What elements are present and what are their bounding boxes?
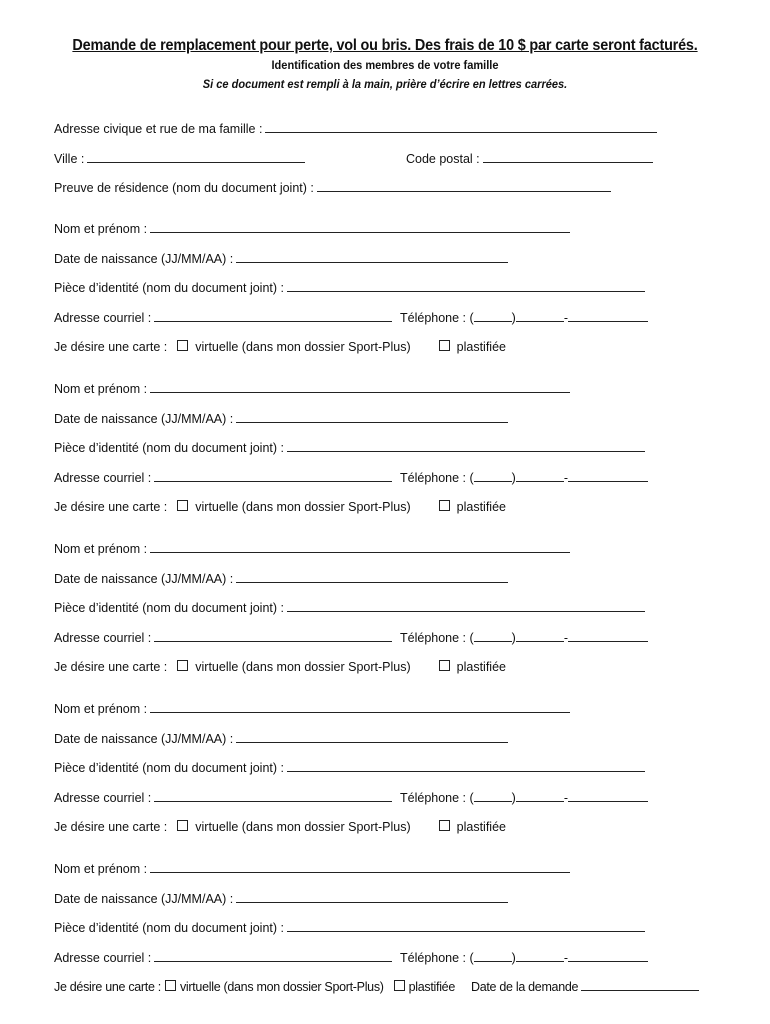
virtual-card-option: virtuelle (dans mon dossier Sport-Plus) xyxy=(195,340,411,354)
member-dob-field[interactable] xyxy=(236,741,508,743)
phone-prefix-field[interactable] xyxy=(516,800,564,802)
phone-dash: - xyxy=(563,471,569,485)
laminated-card-checkbox[interactable] xyxy=(439,500,450,511)
member-dob-row xyxy=(54,888,730,906)
member-dob-row xyxy=(54,408,730,426)
member-card-label: Je désire une carte : xyxy=(54,340,168,354)
member-phone-row xyxy=(400,627,730,645)
member-dob-label: Date de naissance (JJ/MM/AA) : xyxy=(54,412,234,426)
family-address-label: Adresse civique et rue de ma famille : xyxy=(54,122,263,136)
city-label: Ville : xyxy=(54,152,85,166)
postal-field[interactable] xyxy=(483,161,653,163)
member-name-label: Nom et prénom : xyxy=(54,222,148,236)
family-address-row xyxy=(54,118,730,136)
member-email-label: Adresse courriel : xyxy=(54,631,152,645)
member-email-field[interactable] xyxy=(154,800,392,802)
phone-prefix-field[interactable] xyxy=(516,640,564,642)
member-name-field[interactable] xyxy=(150,231,570,233)
member-card-row xyxy=(54,656,730,674)
phone-number-field[interactable] xyxy=(568,800,648,802)
member-card-row xyxy=(54,976,730,994)
member-name-field[interactable] xyxy=(150,871,570,873)
laminated-card-checkbox[interactable] xyxy=(439,820,450,831)
member-id-label: Pièce d’identité (nom du document joint) : xyxy=(54,441,284,455)
member-phone-row xyxy=(400,467,730,485)
member-email-label: Adresse courriel : xyxy=(54,471,152,485)
proof-label: Preuve de résidence (nom du document joint) : xyxy=(54,181,314,195)
member-id-row xyxy=(54,437,730,455)
member-dob-field[interactable] xyxy=(236,581,508,583)
member-name-field[interactable] xyxy=(150,551,570,553)
proof-field[interactable] xyxy=(317,190,611,192)
phone-paren: ) xyxy=(511,471,516,485)
phone-number-field[interactable] xyxy=(568,640,648,642)
virtual-card-checkbox[interactable] xyxy=(177,660,188,671)
phone-paren: ) xyxy=(511,951,516,965)
phone-area-field[interactable] xyxy=(474,960,512,962)
member-name-label: Nom et prénom : xyxy=(54,862,148,876)
proof-row xyxy=(54,177,730,195)
member-id-label: Pièce d’identité (nom du document joint) : xyxy=(54,761,284,775)
laminated-card-checkbox[interactable] xyxy=(439,660,450,671)
member-card-row xyxy=(54,336,730,354)
phone-prefix-field[interactable] xyxy=(516,480,564,482)
phone-paren: ) xyxy=(511,791,516,805)
phone-dash: - xyxy=(563,951,569,965)
laminated-card-checkbox[interactable] xyxy=(394,980,405,991)
member-email-label: Adresse courriel : xyxy=(54,311,152,325)
member-phone-label: Téléphone : ( xyxy=(400,791,474,805)
member-phone-row xyxy=(400,787,730,805)
member-name-label: Nom et prénom : xyxy=(54,702,148,716)
virtual-card-checkbox[interactable] xyxy=(177,340,188,351)
phone-number-field[interactable] xyxy=(568,320,648,322)
laminated-card-option: plastifiée xyxy=(456,820,506,834)
phone-dash: - xyxy=(563,631,569,645)
phone-dash: - xyxy=(563,791,569,805)
member-phone-label: Téléphone : ( xyxy=(400,311,474,325)
member-dob-row xyxy=(54,568,730,586)
member-dob-label: Date de naissance (JJ/MM/AA) : xyxy=(54,732,234,746)
member-dob-label: Date de naissance (JJ/MM/AA) : xyxy=(54,892,234,906)
member-name-row xyxy=(54,698,730,716)
member-id-row xyxy=(54,917,730,935)
member-dob-label: Date de naissance (JJ/MM/AA) : xyxy=(54,252,234,266)
member-id-label: Pièce d’identité (nom du document joint) : xyxy=(54,921,284,935)
member-phone-row xyxy=(400,947,730,965)
member-name-field[interactable] xyxy=(150,711,570,713)
laminated-card-checkbox[interactable] xyxy=(439,340,450,351)
member-email-field[interactable] xyxy=(154,320,392,322)
phone-paren: ) xyxy=(511,311,516,325)
member-id-row xyxy=(54,597,730,615)
member-name-row xyxy=(54,218,730,236)
member-email-field[interactable] xyxy=(154,480,392,482)
form-subtitle: Identification des membres de votre famille xyxy=(271,58,499,72)
member-email-field[interactable] xyxy=(154,960,392,962)
laminated-card-option: plastifiée xyxy=(456,500,506,514)
virtual-card-option: virtuelle (dans mon dossier Sport-Plus) xyxy=(195,500,411,514)
virtual-card-checkbox[interactable] xyxy=(177,820,188,831)
family-address-field[interactable] xyxy=(265,131,657,133)
member-dob-label: Date de naissance (JJ/MM/AA) : xyxy=(54,572,234,586)
laminated-card-option: plastifiée xyxy=(456,660,506,674)
request-date-field[interactable] xyxy=(581,989,699,991)
member-dob-field[interactable] xyxy=(236,261,508,263)
member-card-label: Je désire une carte : xyxy=(54,660,168,674)
member-email-field[interactable] xyxy=(154,640,392,642)
laminated-card-option: plastifiée xyxy=(456,340,506,354)
phone-area-field[interactable] xyxy=(474,320,512,322)
member-id-field[interactable] xyxy=(287,610,645,612)
postal-row xyxy=(406,148,730,166)
member-name-row xyxy=(54,378,730,396)
member-card-label: Je désire une carte : xyxy=(54,500,168,514)
phone-number-field[interactable] xyxy=(568,480,648,482)
phone-area-field[interactable] xyxy=(474,640,512,642)
member-email-label: Adresse courriel : xyxy=(54,951,152,965)
phone-dash: - xyxy=(563,311,569,325)
form-title: Demande de remplacement pour perte, vol ou bris. Des frais de 10 $ par carte seront facturés. xyxy=(72,37,698,54)
virtual-card-checkbox[interactable] xyxy=(177,500,188,511)
phone-area-field[interactable] xyxy=(474,800,512,802)
member-name-row xyxy=(54,858,730,876)
virtual-card-checkbox[interactable] xyxy=(165,980,176,991)
member-name-field[interactable] xyxy=(150,391,570,393)
phone-prefix-field[interactable] xyxy=(516,320,564,322)
virtual-card-option: virtuelle (dans mon dossier Sport-Plus) xyxy=(195,660,411,674)
member-dob-row xyxy=(54,248,730,266)
form-instruction: Si ce document est rempli à la main, prière d’écrire en lettres carrées. xyxy=(202,77,568,91)
member-email-label: Adresse courriel : xyxy=(54,791,152,805)
member-name-label: Nom et prénom : xyxy=(54,542,148,556)
member-id-label: Pièce d’identité (nom du document joint) : xyxy=(54,281,284,295)
member-name-label: Nom et prénom : xyxy=(54,382,148,396)
postal-label: Code postal : xyxy=(406,152,480,166)
member-id-field[interactable] xyxy=(287,930,645,932)
phone-prefix-field[interactable] xyxy=(516,960,564,962)
member-phone-label: Téléphone : ( xyxy=(400,951,474,965)
member-card-row xyxy=(54,496,730,514)
member-phone-label: Téléphone : ( xyxy=(400,471,474,485)
member-name-row xyxy=(54,538,730,556)
city-field[interactable] xyxy=(87,161,305,163)
member-card-row xyxy=(54,816,730,834)
phone-number-field[interactable] xyxy=(568,960,648,962)
member-card-label: Je désire une carte : xyxy=(54,980,161,994)
member-dob-row xyxy=(54,728,730,746)
virtual-card-option: virtuelle (dans mon dossier Sport-Plus) xyxy=(195,820,411,834)
phone-paren: ) xyxy=(511,631,516,645)
laminated-card-option: plastifiée xyxy=(408,980,455,994)
phone-area-field[interactable] xyxy=(474,480,512,482)
member-id-row xyxy=(54,757,730,775)
member-id-row xyxy=(54,277,730,295)
member-dob-field[interactable] xyxy=(236,901,508,903)
member-phone-label: Téléphone : ( xyxy=(400,631,474,645)
member-id-field[interactable] xyxy=(287,450,645,452)
member-dob-field[interactable] xyxy=(236,421,508,423)
member-phone-row xyxy=(400,307,730,325)
virtual-card-option: virtuelle (dans mon dossier Sport-Plus) xyxy=(179,980,384,994)
member-card-label: Je désire une carte : xyxy=(54,820,168,834)
member-id-label: Pièce d’identité (nom du document joint) : xyxy=(54,601,284,615)
member-id-field[interactable] xyxy=(287,290,645,292)
member-id-field[interactable] xyxy=(287,770,645,772)
request-date-label: Date de la demande xyxy=(470,980,579,994)
